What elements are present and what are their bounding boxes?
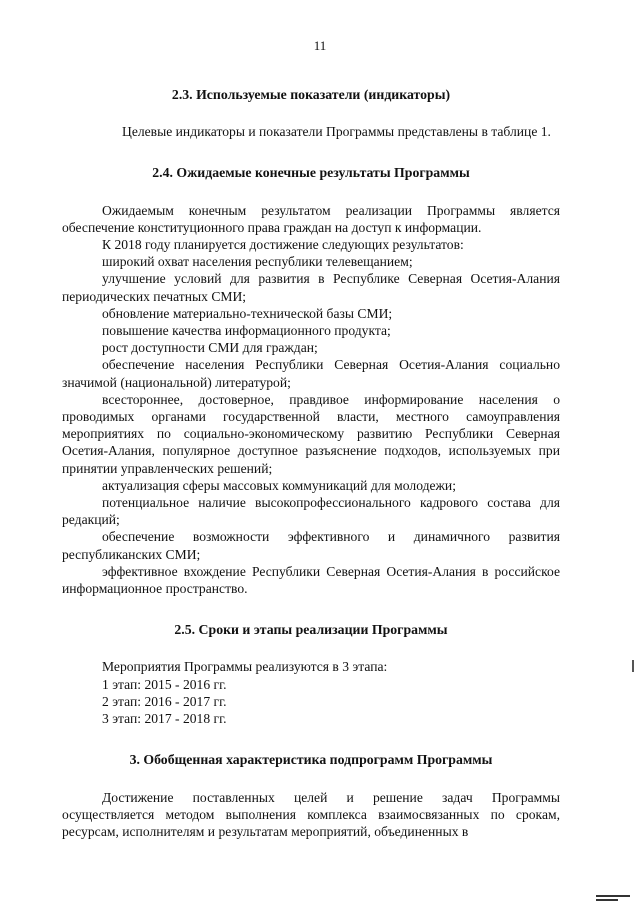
section-2-3-paragraph: Целевые индикаторы и показатели Программы представлены в таблице 1.: [122, 124, 551, 140]
section-2-4-list-item: всестороннее, достоверное, правдивое информирование населения о проводимых органами государственной власти, местного самоуправления мероприятиях по социально-экономическому развитию Республики Северная Осетия-Алания, популярное доступное разъяснение подходов, используемых при принятии управленческих решений;: [62, 391, 560, 476]
section-2-4-list-item: широкий охват населения республики телевещанием;: [102, 254, 413, 270]
section-heading-3: 3. Обобщенная характеристика подпрограмм Программы: [129, 752, 493, 768]
section-2-4-paragraph: К 2018 году планируется достижение следующих результатов:: [102, 237, 464, 253]
section-2-4-list-item: обеспечение населения Республики Северная Осетия-Алания социально значимой (национальной) литературой;: [62, 357, 560, 390]
section-2-5-line: 3 этап: 2017 - 2018 гг.: [102, 711, 227, 727]
section-2-5-line: 2 этап: 2016 - 2017 гг.: [102, 693, 227, 709]
section-heading-2-3: 2.3. Используемые показатели (индикаторы): [171, 87, 451, 102]
section-2-4-list-item: обеспечение возможности эффективного и динамичного развития республиканских СМИ;: [62, 529, 560, 562]
section-2-4-paragraph: Ожидаемым конечным результатом реализации Программы является обеспечение конституционного права граждан на доступ к информации.: [62, 202, 560, 235]
section-3-paragraph: Достижение поставленных целей и решение задач Программы осуществляется методом выполнения комплекса взаимосвязанных по срокам, ресурсам, исполнителям и результатам мероприятий, объединенных в: [62, 789, 560, 839]
section-2-5-line: 1 этап: 2015 - 2016 гг.: [102, 676, 227, 692]
section-2-4-list-item: повышение качества информационного продукта;: [102, 323, 391, 339]
scan-edge-mark: [632, 660, 634, 672]
section-2-4-list-item: эффективное вхождение Республики Северная Осетия-Алания в российское информационное пространство.: [62, 563, 560, 597]
section-2-4-list-item: рост доступности СМИ для граждан;: [102, 340, 318, 356]
section-2-5-line: Мероприятия Программы реализуются в 3 этапа:: [102, 659, 388, 675]
scan-edge-mark: [596, 899, 618, 901]
section-2-4-list-item: обновление материально-технической базы СМИ;: [102, 305, 393, 321]
section-heading-2-4: 2.4. Ожидаемые конечные результаты Программы: [152, 165, 470, 181]
section-2-4-list-item: улучшение условий для развития в Республике Северная Осетия-Алания периодических печатных СМИ;: [62, 271, 560, 304]
section-2-4-list-item: актуализация сферы массовых коммуникаций для молодежи;: [102, 477, 456, 493]
document-body: [62, 86, 560, 840]
scan-edge-mark: [596, 895, 630, 897]
page-number: 11: [313, 38, 327, 53]
section-heading-2-5: 2.5. Сроки и этапы реализации Программы: [174, 622, 448, 638]
section-2-4-list-item: потенциальное наличие высокопрофессионального кадрового состава для редакций;: [62, 495, 560, 528]
